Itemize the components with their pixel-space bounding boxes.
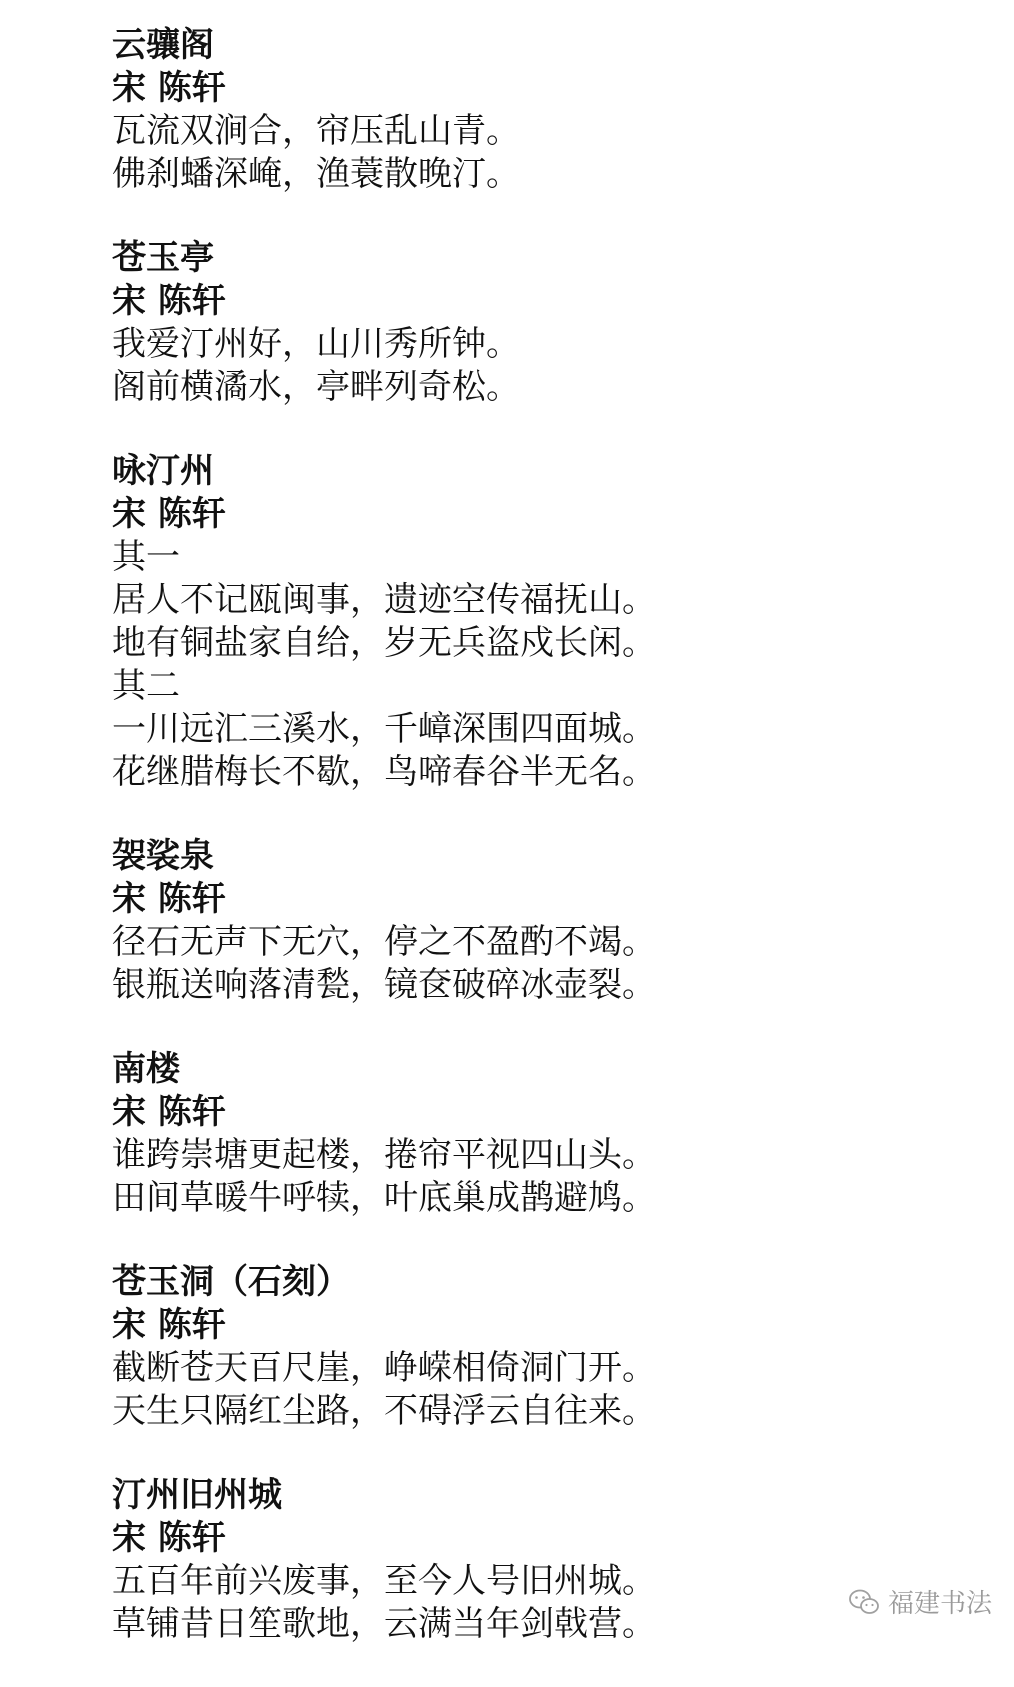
poem xyxy=(112,24,992,196)
poem-line: 天生只隔红尘路，不碍浮云自往来。 xyxy=(112,1391,656,1431)
poem-line: 我爱汀州好，山川秀所钟。 xyxy=(112,324,520,364)
poem xyxy=(112,450,992,794)
poem-line: 居人不记瓯闽事，遗迹空传福抚山。 xyxy=(112,580,656,620)
poem-subheading: 其一 xyxy=(112,537,180,577)
poem-line: 田间草暖牛呼犊，叶底巢成鹊避鸠。 xyxy=(112,1178,656,1218)
poem-title: 汀州旧州城 xyxy=(112,1475,282,1515)
poem-line: 一川远汇三溪水，千嶂深围四面城。 xyxy=(112,709,656,749)
poem-author: 宋 陈轩 xyxy=(112,1518,226,1558)
poem-title: 咏汀州 xyxy=(112,451,214,491)
poem-line: 五百年前兴废事，至今人号旧州城。 xyxy=(112,1561,656,1601)
poem-document xyxy=(112,24,992,1687)
poem-line: 径石无声下无穴，停之不盈酌不竭。 xyxy=(112,922,656,962)
wechat-icon xyxy=(848,1588,880,1616)
poem-line: 截断苍天百尺崖，峥嵘相倚洞门开。 xyxy=(112,1348,656,1388)
watermark-text: 福建书法 xyxy=(887,1589,992,1619)
watermark xyxy=(848,1583,992,1620)
poem-line: 花继腊梅长不歇，鸟啼春谷半无名。 xyxy=(112,752,656,792)
poem-title: 南楼 xyxy=(112,1049,180,1089)
poem-line: 瓦流双涧合，帘压乱山青。 xyxy=(112,111,520,151)
poem xyxy=(112,237,992,409)
poem xyxy=(112,1261,992,1433)
poem-author: 宋 陈轩 xyxy=(112,281,226,321)
poem-line: 草铺昔日笙歌地，云满当年剑戟营。 xyxy=(112,1604,656,1644)
poem-line: 银瓶送响落清甃，镜奁破碎冰壶裂。 xyxy=(112,965,656,1005)
poem-line: 地有铜盐家自给，岁无兵盗戍长闲。 xyxy=(112,623,656,663)
poem-author: 宋 陈轩 xyxy=(112,1305,226,1345)
poem xyxy=(112,1048,992,1220)
poem-subheading: 其二 xyxy=(112,666,180,706)
poem-title: 云骧阁 xyxy=(112,25,214,65)
poem-line: 佛刹蟠深崦，渔蓑散晚汀。 xyxy=(112,154,520,194)
poem-author: 宋 陈轩 xyxy=(112,494,226,534)
poem-line: 谁跨崇塘更起楼，捲帘平视四山头。 xyxy=(112,1135,656,1175)
poem-title: 苍玉亭 xyxy=(112,238,214,278)
poem-author: 宋 陈轩 xyxy=(112,879,226,919)
poem-title: 苍玉洞（石刻） xyxy=(112,1262,350,1302)
poem-title: 袈裟泉 xyxy=(112,836,214,876)
poem-author: 宋 陈轩 xyxy=(112,68,226,108)
poem xyxy=(112,1474,992,1646)
poem-author: 宋 陈轩 xyxy=(112,1092,226,1132)
poem xyxy=(112,835,992,1007)
poem-line: 阁前横潏水，亭畔列奇松。 xyxy=(112,367,520,407)
